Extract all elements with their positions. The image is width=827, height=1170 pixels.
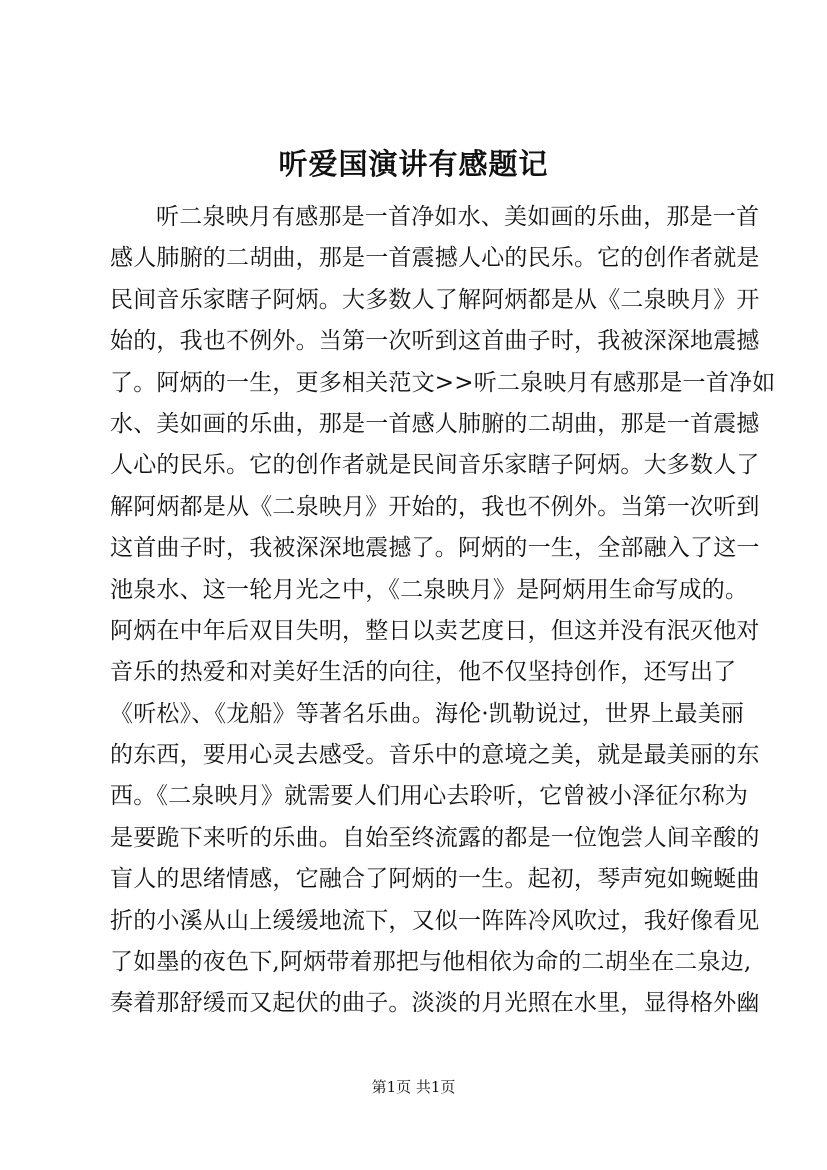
text-line: 的东西，要用心灵去感受。音乐中的意境之美，就是最美丽的东 bbox=[110, 742, 760, 769]
text-line: 阿炳在中年后双目失明，整日以卖艺度日，但这并没有泯灭他对 bbox=[110, 617, 760, 644]
page-footer: 第1页 共1页 bbox=[371, 1078, 456, 1096]
text-line: 始的，我也不例外。当第一次听到这首曲子时，我被深深地震撼 bbox=[110, 328, 760, 355]
text-line: 了如墨的夜色下,阿炳带着那把与他相依为命的二胡坐在二泉边, bbox=[110, 949, 752, 976]
text-line: 是要跪下来听的乐曲。自始至终流露的都是一位饱尝人间辛酸的 bbox=[110, 824, 760, 851]
text-line: 《听松》、《龙船》等著名乐曲。海伦·凯勒说过，世界上最美丽 bbox=[110, 700, 745, 727]
text-line: 奏着那舒缓而又起伏的曲子。淡淡的月光照在水里，显得格外幽 bbox=[110, 990, 760, 1017]
text-line: 折的小溪从山上缓缓地流下，又似一阵阵冷风吹过，我好像看见 bbox=[110, 907, 760, 934]
text-line: 这首曲子时，我被深深地震撼了。阿炳的一生，全部融入了这一 bbox=[110, 535, 760, 562]
text-line: 池泉水、这一轮月光之中，《二泉映月》是阿炳用生命写成的。 bbox=[110, 576, 749, 603]
text-line: 音乐的热爱和对美好生活的向往，他不仅坚持创作，还写出了 bbox=[110, 659, 737, 686]
text-line: 民间音乐家瞎子阿炳。大多数人了解阿炳都是从《二泉映月》开 bbox=[110, 286, 760, 313]
text-line: 西。《二泉映月》就需要人们用心去聆听，它曾被小泽征尔称为 bbox=[110, 783, 749, 810]
body-paragraph bbox=[110, 197, 776, 1025]
text-line: 水、美如画的乐曲，那是一首感人肺腑的二胡曲，那是一首震撼 bbox=[110, 410, 760, 437]
text-line: 盲人的思绪情感，它融合了阿炳的一生。起初，琴声宛如蜿蜒曲 bbox=[110, 866, 760, 893]
text-line: 解阿炳都是从《二泉映月》开始的，我也不例外。当第一次听到 bbox=[110, 493, 760, 520]
text-line: 人心的民乐。它的创作者就是民间音乐家瞎子阿炳。大多数人了 bbox=[110, 452, 760, 479]
text-line: 了。阿炳的一生，更多相关范文>>听二泉映月有感那是一首净如 bbox=[110, 369, 776, 396]
document-title: 听爱国演讲有感题记 bbox=[278, 147, 549, 181]
text-line: 听二泉映月有感那是一首净如水、美如画的乐曲，那是一首 bbox=[156, 204, 760, 230]
text-line: 感人肺腑的二胡曲，那是一首震撼人心的民乐。它的创作者就是 bbox=[110, 245, 760, 272]
